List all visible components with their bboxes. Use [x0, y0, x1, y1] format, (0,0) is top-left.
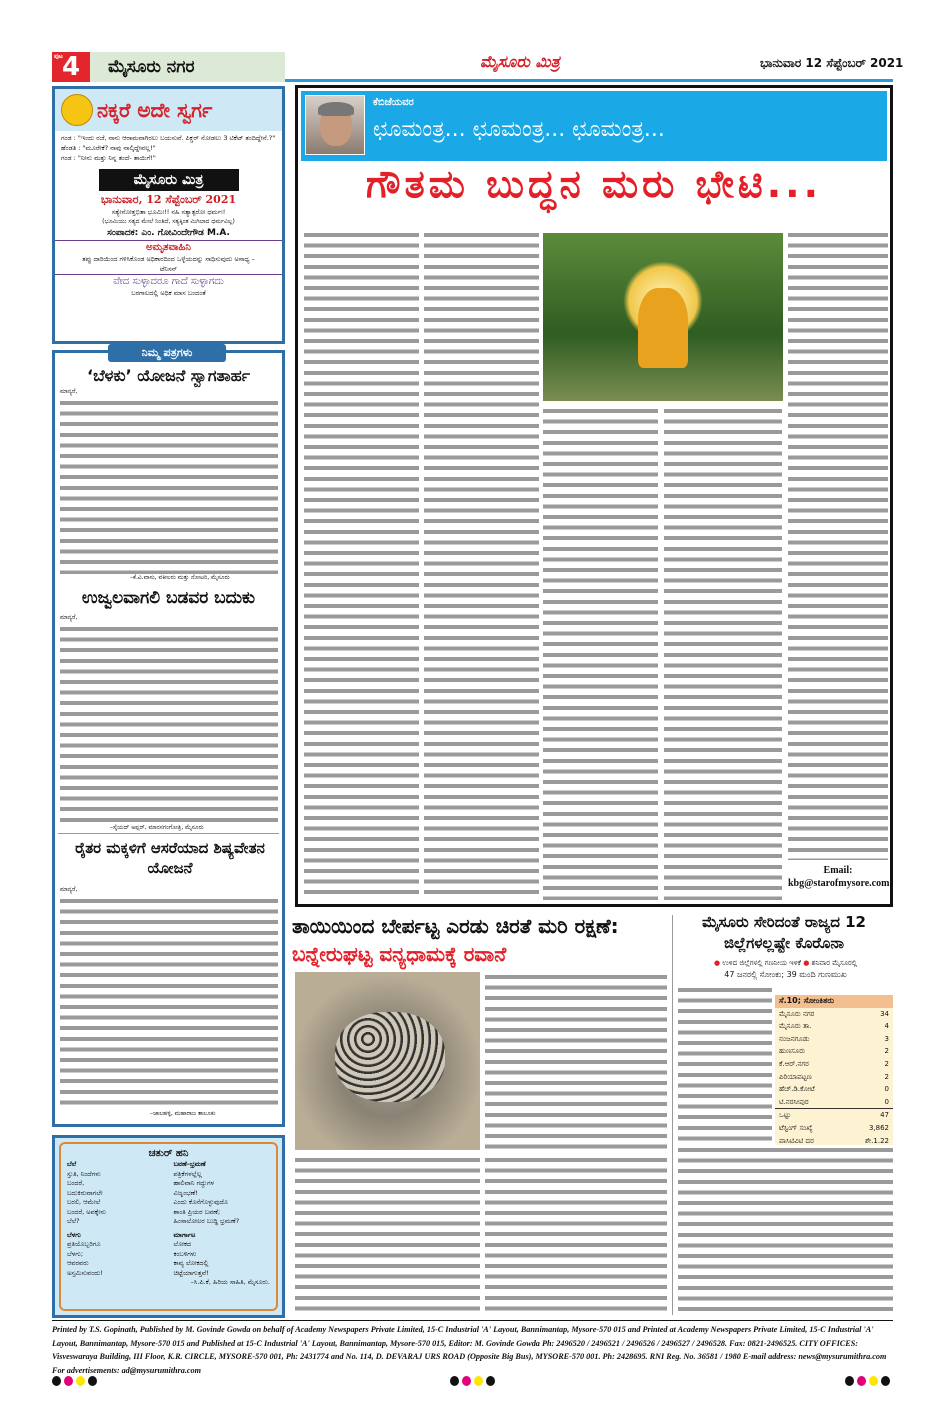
text: ಹಾಲಿವಾನಿ ಗದ್ದುಗಳ — [173, 1179, 215, 1187]
laughing-face-icon — [61, 94, 93, 126]
letter-body — [60, 624, 278, 824]
text: 2 — [884, 1072, 889, 1081]
text: ಹಿಂಸಾಲೋಲರ ಬುದ್ಧಿ ಭ್ರಮಣೆ? — [173, 1217, 240, 1225]
section-title: ಮೈಸೂರು ನಗರ — [90, 52, 285, 82]
poem-signature: –ಸಿ.ಪಿ.ಕೆ, ಹಿರಿಯ ಸಾಹಿತಿ, ಮೈಸೂರು. — [190, 1278, 270, 1286]
story-body — [485, 1155, 667, 1315]
poem — [67, 1160, 164, 1227]
poem — [174, 1231, 271, 1279]
text: ಶಾಂತಿ ಪ್ರಿಯರ ಬವಣೆ; — [173, 1207, 221, 1216]
text: ಪುಟ — [54, 53, 63, 60]
buddha-illustration — [543, 233, 783, 401]
text: ಅಸ್ತಮಿಸುವಂದು! — [67, 1268, 103, 1277]
text: ಸ್ತುತಿ, ನಿಂದೆಗಳು — [67, 1169, 101, 1178]
story-body — [678, 1145, 893, 1315]
letter-salutation: ಮಾನ್ಯರೆ, — [60, 886, 78, 893]
text: ಮೈಸೂರು ತಾ. — [779, 1022, 812, 1031]
motto: ಸತ್ಯೇನೋತ್ತಭಿತಾ ಭೂಮಿಃ!! ನಹಿ ಸತ್ಯಾತ್ಪರೋ ಧರ್ಮಃ! — [111, 208, 226, 216]
letter-title: ಉಜ್ವಲವಾಗಲಿ ಬಡವರ ಬದುಕು — [81, 588, 256, 608]
table-row — [775, 1045, 893, 1058]
print-imprint: Printed by T.S. Gopinath, Published by M. Govinde Gowda on behalf of Academy Newspapers Private Limited, 15-C Industrial 'A' Layout, Bannimantap, Mysore-570 015 and Printed at Academy Newspapers Private Limited, 15-C Industrial 'A' Layout, Bannimantap, Mysore-570 015 and Published at 15-C Industrial 'A' Layout, Bannimantap, Mysore-570 015, Editor: M. Govinde Gowda Ph: 2496520 / 2496521 / 2496526 / 2496527 / 2496528. Fax: 0821-2496525. CITY OFFICES: Visveswaraya Building, III Floor, K.R. CIRCLE, MYSORE-570 001, Ph: 2431774 and No. 114, D. DEVARAJ URS ROAD (Opposite Big Bus), MYSORE-570 001. Ph: 2428695. RNI Reg. No. 36581 / 1980 E-mail address: news@mysurumithra.com For advertisements: ad@mysurumithra.com — [52, 1320, 893, 1377]
text: ಶನಿವಾರ ಮೈಸೂರಲ್ಲಿ — [811, 959, 858, 967]
letters-tag: ನಿಮ್ಮ ಪತ್ರಗಳು — [108, 344, 226, 362]
text: ಬದುಕಿರುವಾಗಲೇ — [67, 1188, 103, 1197]
article-column — [304, 230, 419, 900]
text: ತಾಯಿಯಿಂದ ಬೇರ್ಪಟ್ಟ ಎರಡು ಚಿರತೆ ಮರಿ ರಕ್ಷಣೆ: — [292, 914, 619, 938]
text: 3,862 — [868, 1123, 889, 1132]
joke-text — [55, 131, 282, 165]
text: ಬಂದರೆ, ಅವಕ್ಕೇನು — [67, 1207, 107, 1216]
author-photo — [305, 95, 365, 155]
table-row — [775, 1033, 893, 1046]
text: ಎಂದು ಕೊನೆಗೊಳ್ಳುವುದೊ — [173, 1198, 228, 1206]
text: ನಂಜನಗೂಡು — [779, 1034, 810, 1043]
article-column — [424, 230, 539, 900]
text: 34 — [880, 1009, 889, 1018]
masthead-logo: ಮೈಸೂರು ಮಿತ್ರ — [99, 169, 239, 191]
text: 3 — [884, 1034, 889, 1043]
issue-date: ಭಾನುವಾರ 12 ಸೆಪ್ಟೆಂಬರ್ 2021 — [760, 56, 904, 70]
text: ಚಿಟ್ಟೆಯಾಗುತ್ತವೆ! — [173, 1268, 209, 1277]
poem — [174, 1160, 271, 1227]
table-row — [775, 1058, 893, 1071]
table-row — [775, 1083, 893, 1096]
letter-title: ‘ಬೆಳಕು’ ಯೋಜನೆ ಸ್ವಾಗತಾರ್ಹ — [87, 366, 250, 385]
page-number-badge — [52, 52, 90, 82]
text: ಬೆಲೆ — [67, 1160, 77, 1168]
corona-headline: ಮೈಸೂರು ಸೇರಿದಂತೆ ರಾಜ್ಯದ 12 ಜಿಲ್ಲೆಗಳಲ್ಲಷ್ಟೇ ಕೊರೊನಾ — [702, 913, 866, 952]
table-total — [775, 1108, 893, 1122]
story-body — [295, 1155, 480, 1315]
text: ಒಟ್ಟು — [779, 1111, 792, 1120]
chatur-hani-box — [52, 1135, 285, 1318]
letter-body — [60, 896, 278, 1108]
column-author: ಕೆಬಿಜೆಯವರ — [373, 97, 414, 108]
text: ಕೆ.ಆರ್.ನಗರ — [779, 1059, 809, 1068]
text: ನಕ್ಕರೆ ಅದೇ ಸ್ವರ್ಗ — [97, 98, 213, 122]
table-row — [775, 1096, 893, 1109]
divider — [58, 833, 279, 834]
letter-signature: –ಕೆ.ವಿ.ವಾಸು, ವಕೀಲರು ಮತ್ತು ನೋಟರಿ, ಮೈಸೂರು — [130, 574, 230, 581]
text: ವಿಜೃಂಭಣೆ! — [173, 1188, 198, 1197]
text: ಮಾರ್ಗಾಟ — [173, 1230, 196, 1239]
text[interactable]: kbg@starofmysore.com — [788, 878, 890, 889]
text: ಗಂಡ : "ಇಂದು ರಜೆ, ನಾನು ಆರಾಮವಾಗಿರಲು ಬಯಸುವೆ. ಪಿಕ್ಚರ್ ನೋಡಲು 3 ಟಿಕೆಟ್ ತಂದಿದ್ದೇನೆ.?" — [61, 134, 276, 142]
text: ಆವರವರು — [67, 1259, 89, 1267]
text: 2 — [884, 1047, 889, 1056]
joke-header — [55, 89, 282, 131]
motto-translation: (ಭೂಮಿಯು ಸತ್ಯದ ಮೇಲೆ ನಿಂತಿದೆ, ಸತ್ಯಕ್ಕಿಂತ ಮಿಗಿಲಾದ ಧರ್ಮವಿಲ್ಲ) — [102, 218, 235, 225]
leopard-headline — [292, 912, 670, 968]
text: 0 — [884, 1085, 889, 1094]
text: 4 — [884, 1022, 889, 1031]
text: ಗಂಡ : "ನೀನು ಮತ್ತು ನಿನ್ನ ತಂದೆ- ತಾಯಿಗೆ!" — [61, 154, 156, 162]
text: 0 — [884, 1097, 889, 1106]
poem — [67, 1231, 164, 1279]
header-divider — [285, 79, 893, 82]
text: 2 — [884, 1059, 889, 1068]
corona-subheads: ● ಉಳಿದ ಜಿಲ್ಲೆಗಳಲ್ಲಿ ಗಣನೀಯ ಇಳಿಕೆ ● ಶನಿವಾರ ಮೈಸೂರಲ್ಲಿ 47 ಜನರಲ್ಲಿ ಸೋಂಕು; 39 ಮಂದಿ ಗುಣಮುಖ — [713, 959, 858, 979]
text: ಹೆಂಡತಿ : "ಮೂರೇಕೆ? ನಾವು ನಾಲ್ಕಿದ್ದೇವಲ್ಲ!" — [61, 144, 156, 152]
text: ಬವಣೆ–ಭ್ರಮಣೆ — [173, 1160, 206, 1168]
text: 47 — [880, 1111, 889, 1120]
text: ಬೆಳಗು — [67, 1230, 81, 1239]
table-row — [775, 1008, 893, 1021]
text: ಮೈಸೂರು ನಗರ — [779, 1009, 815, 1018]
registration-marks — [52, 1376, 97, 1386]
text: ಬರಲಿ, ಆಮೇಲೆ — [67, 1198, 101, 1206]
text: ಬೆಳಗು; — [67, 1249, 84, 1258]
article-column — [664, 406, 782, 900]
text: 47 ಜನರಲ್ಲಿ ಸೋಂಕು; 39 ಮಂದಿ ಗುಣಮುಖ — [724, 970, 847, 979]
amrutha-title: ಅಮೃತವಾಹಿನಿ — [146, 242, 191, 253]
table-tests — [775, 1122, 893, 1135]
column-name: ಛೂಮಂತ್ರ... ಛೂಮಂತ್ರ... ಛೂಮಂತ್ರ... — [373, 117, 665, 142]
letter-signature: –ಸೈಯದ್ ಅಫ್ಸರ್, ಮಾನಸಗಂಗೋತ್ರಿ, ಮೈಸೂರು — [110, 824, 204, 831]
article-column — [543, 406, 658, 900]
text: ಟಿ.ನರಸೀಪುರ — [779, 1097, 809, 1106]
newspaper-logo: ಮೈಸೂರು ಮಿತ್ರ — [480, 52, 560, 71]
text: ಕಂಬಳಿಗಳು — [173, 1249, 197, 1258]
text: ಬಂದರೆ, — [67, 1179, 85, 1187]
letter-salutation: ಮಾನ್ಯರೆ, — [60, 388, 78, 395]
main-headline: ಗೌತಮ ಬುದ್ಧನ ಮರು ಭೇಟಿ... — [365, 162, 823, 206]
registration-marks — [845, 1376, 890, 1386]
masthead-box — [52, 86, 285, 344]
letter-title: ರೈತರ ಮಕ್ಕಳಿಗೆ ಆಸರೆಯಾದ ಶಿಷ್ಯವೇತನ ಯೋಜನೆ — [75, 839, 265, 877]
text: ಪ್ರತಿಯೊಬ್ಬರಿಗೂ — [67, 1240, 101, 1248]
text: ಪಿರಿಯಾಪಟ್ಟಣ — [779, 1072, 812, 1081]
text: ಹೆಚ್.ಡಿ.ಕೋಟೆ — [779, 1085, 815, 1094]
table-row — [775, 1071, 893, 1084]
editor-line: ಸಂಪಾದಕ: ಎಂ. ಗೋವಿಂದೇಗೌಡ M.A. — [55, 226, 282, 241]
letter-salutation: ಮಾನ್ಯರೆ, — [60, 614, 78, 621]
text: ಲೋಕದ — [173, 1240, 192, 1248]
text: ಟೆಸ್ಟಿಂಗ್ ಸಂಖ್ಯೆ — [779, 1123, 813, 1132]
main-article — [295, 85, 893, 907]
text: ಸೆ.10; ಸೋಂಕಿತರು — [775, 995, 893, 1008]
text: ಬೆಲೆ? — [67, 1217, 80, 1225]
text: ಬನ್ನೇರುಘಟ್ಟ ವನ್ಯಧಾಮಕ್ಕೆ ರವಾನೆ — [292, 942, 507, 966]
proverb: ವೇದ ಸುಳ್ಳಾದರೂ ಗಾದೆ ಸುಳ್ಳಾಗದು — [113, 276, 224, 287]
story-body — [678, 985, 772, 1145]
letter-body — [60, 398, 278, 574]
leopard-cub-photo — [295, 972, 480, 1150]
column-banner — [301, 91, 887, 161]
column-divider — [672, 915, 673, 1315]
chatur-title: ಚತುರ್ ಹನಿ — [148, 1148, 189, 1159]
masthead-date: ಭಾನುವಾರ, 12 ಸೆಪ್ಟೆಂಬರ್ 2021 — [100, 193, 237, 206]
text: ಶೇ.1.22 — [865, 1136, 889, 1145]
amrutha-quote: ತಪ್ಪು ದಾರಿಯಿಂದ ಗಳಿಸಿಕೊಂಡ ಅಧಿಕಾರದಿಂದ ಒಳ್ಳೆಯದನ್ನು ಸಾಧಿಸುವುದು ಅಸಾಧ್ಯ – ಟೆನಿಸನ್ — [55, 255, 282, 275]
text: ಉಳಿದ ಜಿಲ್ಲೆಗಳಲ್ಲಿ ಗಣನೀಯ ಇಳಿಕೆ — [722, 959, 801, 967]
registration-marks — [450, 1376, 495, 1386]
text: ಕಾವ್ಯ ಲೋಕದಲ್ಲಿ — [173, 1259, 209, 1267]
article-column — [788, 230, 888, 860]
text: 4 — [61, 52, 81, 82]
proverb-meaning: ಬರಗಾಲದಲ್ಲಿ ಅಧಿಕ ಮಾಸ ಬಂದಂತೆ — [131, 289, 206, 297]
story-body — [485, 972, 667, 1150]
text: ಪಾಸಿಟಿವಿಟಿ ದರ — [779, 1136, 814, 1145]
corona-table — [775, 995, 893, 1147]
text: ಪತ್ರಿಕೆಗಳಲ್ಲೆಲ್ಲ — [173, 1169, 202, 1178]
author-email — [788, 864, 888, 890]
letter-signature: –ಜಾಲಹಳ್ಳಿ, ಮಹಾರಾಜ ತಾಲೂಕು — [150, 1110, 216, 1117]
text: Email: — [823, 865, 853, 876]
text: ಹುಣಸೂರು — [779, 1047, 806, 1056]
table-row — [775, 1020, 893, 1033]
